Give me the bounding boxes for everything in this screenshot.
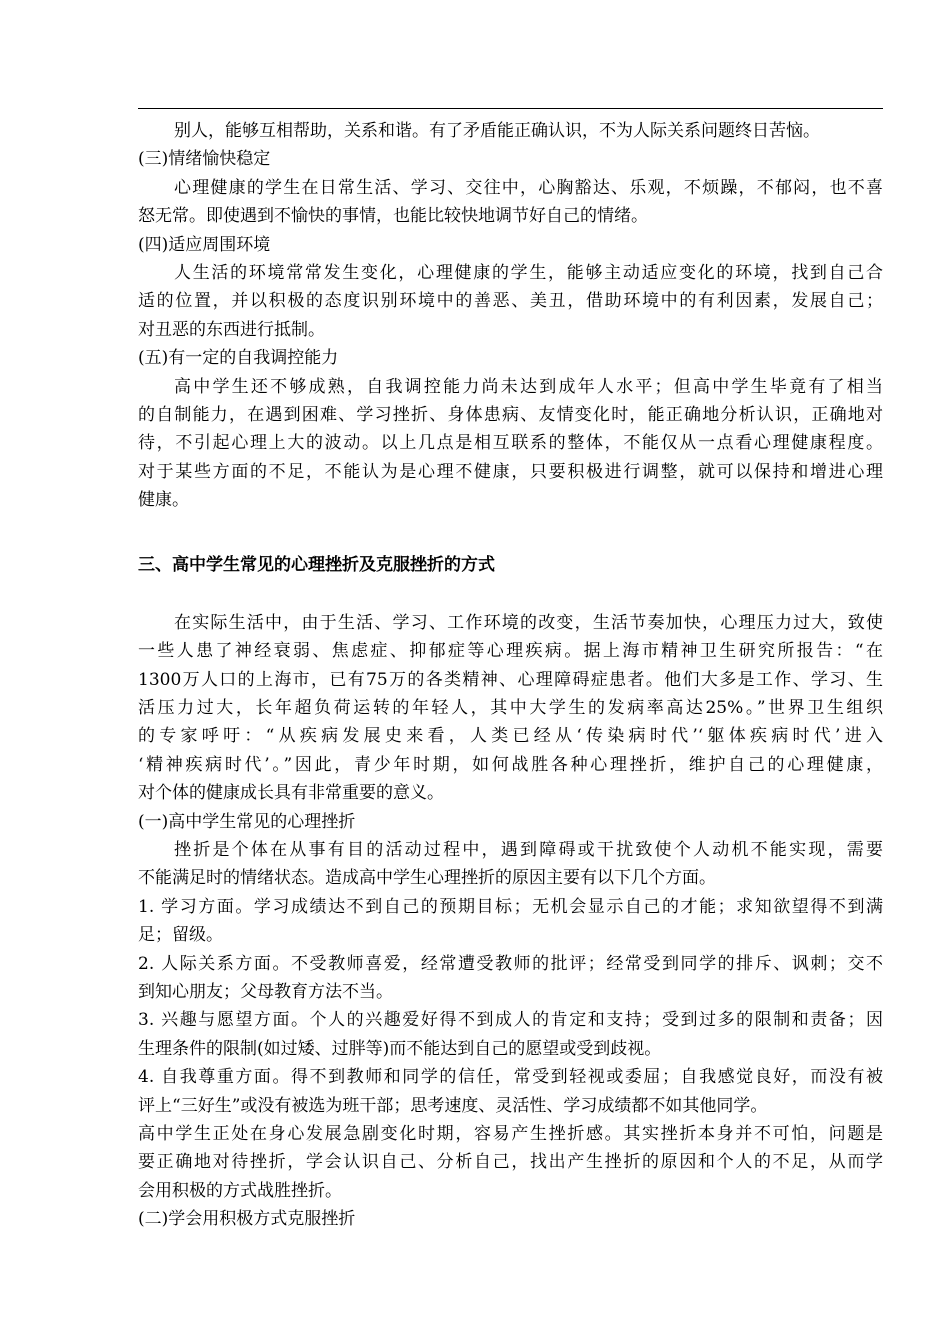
text-line: 在实际生活中，由于生活、学习、工作环境的改变，生活节奏加快，心理压力过大，致使: [174, 612, 883, 633]
text-line: (三)情绪愉快稳定: [138, 149, 271, 170]
paragraph: [138, 117, 883, 145]
text-line: 对于某些方面的不足，不能认为是心理不健康，只要积极进行调整，就可以保持和增进心理: [138, 461, 883, 482]
spacer: [138, 580, 883, 609]
text-line: 1300万人口的上海市，已有75万的各类精神、心理障碍症患者。他们大多是工作、学习、生: [138, 669, 883, 690]
subsection-heading: [138, 1205, 883, 1233]
subsection-heading: [138, 808, 883, 836]
text-line: (二)学会用积极方式克服挫折: [138, 1209, 356, 1230]
text-line: (五)有一定的自我调控能力: [138, 348, 339, 369]
text-line: 生理条件的限制(如过矮、过胖等)而不能达到自己的愿望或受到歧视。: [138, 1038, 662, 1059]
text-line: 3. 兴趣与愿望方面。个人的兴趣爱好得不到成人的肯定和支持；受到过多的限制和责备；因: [138, 1010, 883, 1031]
text-line: 的自制能力，在遇到困难、学习挫折、身体患病、友情变化时，能正确地分析认识，正确地对: [138, 404, 883, 425]
text-line: 心理健康的学生在日常生活、学习、交往中，心胸豁达、乐观，不烦躁，不郁闷，也不喜: [174, 177, 883, 198]
paragraph: [138, 373, 883, 515]
text-line: 的专家呼吁：“从疾病发展史来看，人类已经从‘传染病时代’‘躯体疾病时代’进入: [138, 726, 883, 747]
text-line: 一些人患了神经衰弱、焦虑症、抑郁症等心理疾病。据上海市精神卫生研究所报告：“在: [138, 641, 883, 662]
text-line: 三、高中学生常见的心理挫折及克服挫折的方式: [138, 555, 495, 576]
list-item: [138, 950, 883, 1007]
text-line: 1. 学习方面。学习成绩达不到自己的预期目标；无机会显示自己的才能；求知欲望得不到满: [138, 896, 883, 917]
paragraph: [138, 609, 883, 808]
subsection-heading: [138, 231, 883, 259]
paragraph: [138, 836, 883, 893]
text-line: 别人，能够互相帮助，关系和谐。有了矛盾能正确认识，不为人际关系问题终日苦恼。: [174, 121, 820, 141]
text-line: 对个体的健康成长具有非常重要的意义。: [138, 783, 444, 804]
subsection-heading: [138, 344, 883, 372]
text-line: 挫折是个体在从事有目的活动过程中，遇到障碍或干扰致使个人动机不能实现，需要: [174, 839, 883, 860]
text-line: 会用积极的方式战胜挫折。: [138, 1180, 342, 1201]
list-item: [138, 1063, 883, 1120]
section-heading: [138, 551, 883, 579]
list-item: [138, 1120, 883, 1205]
text-line: 评上“三好生”或没有被选为班干部；思考速度、灵活性、学习成绩都不如其他同学。: [138, 1095, 768, 1116]
text-line: 健康。: [138, 490, 189, 511]
text-line: 怒无常。即使遇到不愉快的事情，也能比较快地调节好自己的情绪。: [138, 206, 648, 227]
text-line: 活压力过大，长年超负荷运转的年轻人，其中大学生的发病率高达25%。”世界卫生组织: [138, 698, 883, 719]
list-item: [138, 893, 883, 950]
text-line: 人生活的环境常常发生变化，心理健康的学生，能够主动适应变化的环境，找到自己合: [174, 262, 883, 283]
text-line: 高中学生正处在身心发展急剧变化时期，容易产生挫折感。其实挫折本身并不可怕，问题是: [138, 1123, 883, 1144]
document-body: [138, 117, 883, 1233]
text-line: 不能满足时的情绪状态。造成高中学生心理挫折的原因主要有以下几个方面。: [138, 868, 716, 889]
text-line: 对丑恶的东西进行抵制。: [138, 319, 325, 340]
text-line: (一)高中学生常见的心理挫折: [138, 811, 356, 832]
text-line: 待，不引起心理上大的波动。以上几点是相互联系的整体，不能仅从一点看心理健康程度。: [138, 433, 883, 454]
text-line: 足；留级。: [138, 925, 223, 946]
text-line: 4. 自我尊重方面。得不到教师和同学的信任，常受到轻视或委屈；自我感觉良好，而没有被: [138, 1067, 883, 1088]
text-line: (四)适应周围环境: [138, 234, 271, 255]
header-rule: [138, 108, 883, 109]
text-line: 高中学生还不够成熟，自我调控能力尚未达到成年人水平；但高中学生毕竟有了相当: [174, 376, 883, 397]
text-line: 到知心朋友；父母教育方法不当。: [138, 981, 393, 1002]
spacer: [138, 514, 883, 551]
text-line: 2. 人际关系方面。不受教师喜爱，经常遭受教师的批评；经常受到同学的排斥、讽刺；交不: [138, 953, 883, 974]
text-line: 适的位置，并以积极的态度识别环境中的善恶、美丑，借助环境中的有利因素，发展自己；: [138, 291, 883, 312]
subsection-heading: [138, 145, 883, 173]
text-line: ‘精神疾病时代’。”因此，青少年时期，如何战胜各种心理挫折，维护自己的心理健康，: [138, 754, 883, 775]
text-line: 要正确地对待挫折，学会认识自己、分析自己，找出产生挫折的原因和个人的不足，从而学: [138, 1152, 883, 1173]
paragraph: [138, 259, 883, 344]
list-item: [138, 1006, 883, 1063]
paragraph: [138, 174, 883, 231]
